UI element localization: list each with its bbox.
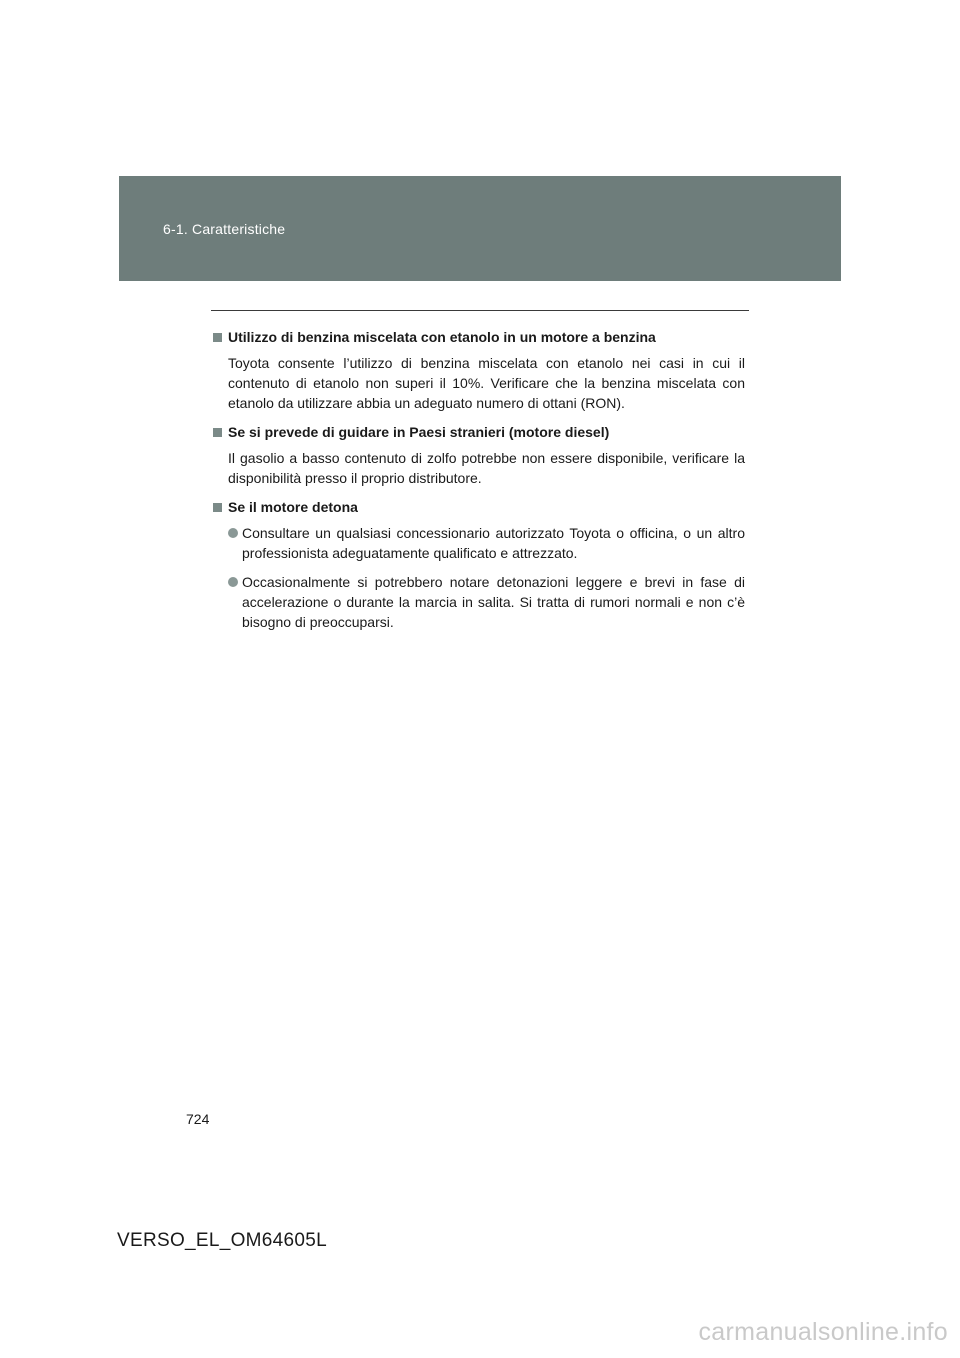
list-item-text: Consultare un qualsiasi concessionario autorizzato Toyota o officina, o un altro professionista adeguatamente qualificato e attrezzato. <box>242 525 745 561</box>
page-content <box>213 328 745 641</box>
section-paragraph-foreign-countries: Il gasolio a basso contenuto di zolfo potrebbe non essere disponibile, verificare la disponibilità presso il proprio distributore. <box>228 450 745 486</box>
section-paragraph-ethanol: Toyota consente l’utilizzo di benzina miscelata con etanolo nei casi in cui il contenuto di etanolo non superi il 10%. Verificare che la benzina miscelata con etanolo da utilizzare abbia un adeguato numero di ottani (RON). <box>228 355 745 411</box>
section-heading-engine-knock <box>213 498 745 517</box>
section-heading-text: Utilizzo di benzina miscelata con etanolo in un motore a benzina <box>228 329 656 345</box>
circle-bullet-icon <box>228 528 238 538</box>
square-bullet-icon <box>213 333 222 342</box>
list-item <box>228 572 745 632</box>
circle-bullet-icon <box>228 577 238 587</box>
square-bullet-icon <box>213 428 222 437</box>
section-heading-foreign-countries <box>213 423 745 442</box>
divider-rule <box>211 310 749 311</box>
section-heading-text: Se si prevede di guidare in Paesi stranieri (motore diesel) <box>228 424 610 440</box>
section-label: 6-1. Caratteristiche <box>163 221 286 237</box>
square-bullet-icon <box>213 503 222 512</box>
watermark-link[interactable]: carmanualsonline.info <box>698 1318 948 1346</box>
list-item <box>228 523 745 563</box>
document-code: VERSO_EL_OM64605L <box>117 1230 327 1251</box>
section-heading-ethanol <box>213 328 745 347</box>
page-number: 724 <box>186 1111 210 1127</box>
section-heading-text: Se il motore detona <box>228 499 358 515</box>
list-item-text: Occasionalmente si potrebbero notare detonazioni leggere e brevi in fase di accelerazione o durante la marcia in salita. Si tratta di rumori normali e non c’è bisogno di preoccuparsi. <box>242 574 745 630</box>
section-header-band <box>119 176 841 281</box>
